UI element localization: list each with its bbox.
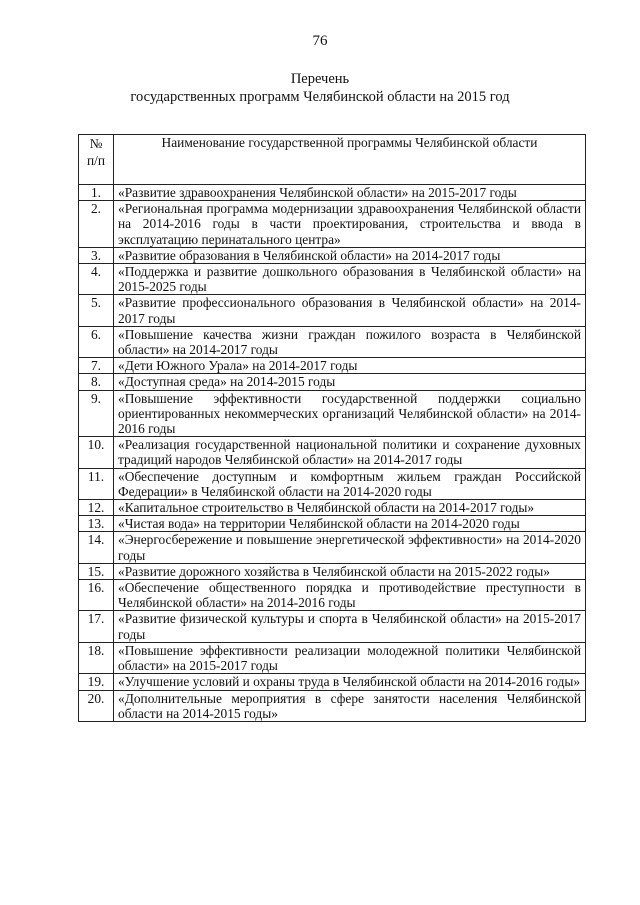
row-number: 17. xyxy=(79,611,114,642)
table-row xyxy=(79,437,586,468)
program-name: «Дети Южного Урала» на 2014-2017 годы xyxy=(114,358,586,374)
program-name: «Повышение эффективности реализации молодежной политики Челябинской области» на 2015-2017 годы xyxy=(114,642,586,673)
title-line-1: Перечень xyxy=(290,71,350,87)
table-row xyxy=(79,201,586,248)
row-number: 2. xyxy=(79,201,114,248)
table-row xyxy=(79,390,586,437)
program-name: «Развитие дорожного хозяйства в Челябинской области на 2015-2022 годы» xyxy=(114,563,586,579)
row-number: 7. xyxy=(79,358,114,374)
table-row xyxy=(79,532,586,563)
header-number-abbrev: п/п xyxy=(86,153,106,168)
table-row xyxy=(79,264,586,295)
table-row xyxy=(79,247,586,263)
row-number: 13. xyxy=(79,516,114,532)
program-name: «Поддержка и развитие дошкольного образования в Челябинской области» на 2015-2025 годы xyxy=(114,264,586,295)
row-number: 9. xyxy=(79,390,114,437)
program-name: «Улучшение условий и охраны труда в Челябинской области на 2014-2016 годы» xyxy=(114,674,586,690)
table-row xyxy=(79,468,586,499)
program-name: «Повышение эффективности государственной поддержки социально ориентированных некоммерческих организаций Челябинской области» на 2014-2016 годы xyxy=(114,390,586,437)
table-row xyxy=(79,295,586,326)
program-name: «Энергосбережение и повышение энергетической эффективности» на 2014-2020 годы xyxy=(114,532,586,563)
program-name: «Реализация государственной национальной политики и сохранение духовных традиций народов Челябинской области» на 2014-2017 годы xyxy=(114,437,586,468)
row-number: 4. xyxy=(79,264,114,295)
row-number: 16. xyxy=(79,580,114,611)
table-row xyxy=(79,326,586,357)
table-row xyxy=(79,374,586,390)
table-header-row xyxy=(79,135,586,185)
table-row xyxy=(79,185,586,201)
program-name: «Обеспечение общественного порядка и противодействие преступности в Челябинской области» на 2014-2016 годы xyxy=(114,580,586,611)
programs-table xyxy=(78,134,586,722)
program-name: «Капитальное строительство в Челябинской области на 2014-2017 годы» xyxy=(114,500,586,516)
row-number: 14. xyxy=(79,532,114,563)
program-name: «Повышение качества жизни граждан пожилого возраста в Челябинской области» на 2014-2017 годы xyxy=(114,326,586,357)
program-name: «Чистая вода» на территории Челябинской области на 2014-2020 годы xyxy=(114,516,586,532)
header-number-symbol: № xyxy=(89,136,103,151)
program-name: «Обеспечение доступным и комфортным жильем граждан Российской Федерации» в Челябинской области на 2014-2020 годы xyxy=(114,468,586,499)
row-number: 11. xyxy=(79,468,114,499)
row-number: 1. xyxy=(79,185,114,201)
row-number: 15. xyxy=(79,563,114,579)
program-name: «Региональная программа модернизации здравоохранения Челябинской области на 2014-2016 годы в части проектирования, строительства и ввода в эксплуатацию перинатального центра» xyxy=(114,201,586,248)
program-name: «Дополнительные мероприятия в сфере занятости населения Челябинской области на 2014-2015 годы» xyxy=(114,690,586,721)
row-number: 3. xyxy=(79,247,114,263)
table-row xyxy=(79,611,586,642)
row-number: 6. xyxy=(79,326,114,357)
table-row xyxy=(79,563,586,579)
table-row xyxy=(79,516,586,532)
row-number: 5. xyxy=(79,295,114,326)
row-number: 20. xyxy=(79,690,114,721)
table-row xyxy=(79,642,586,673)
row-number: 18. xyxy=(79,642,114,673)
table-row xyxy=(79,674,586,690)
table-row xyxy=(79,690,586,721)
program-name: «Развитие здравоохранения Челябинской области» на 2015-2017 годы xyxy=(114,185,586,201)
header-number xyxy=(79,135,114,185)
table-row xyxy=(79,358,586,374)
header-program-name: Наименование государственной программы Челябинской области xyxy=(114,135,586,185)
row-number: 12. xyxy=(79,500,114,516)
title-line-2: государственных программ Челябинской области на 2015 год xyxy=(130,89,510,105)
table-row xyxy=(79,500,586,516)
program-name: «Развитие образования в Челябинской области» на 2014-2017 годы xyxy=(114,247,586,263)
program-name: «Развитие физической культуры и спорта в Челябинской области» на 2015-2017 годы xyxy=(114,611,586,642)
table-row xyxy=(79,580,586,611)
page-number: 76 xyxy=(312,33,328,49)
row-number: 19. xyxy=(79,674,114,690)
document-title xyxy=(0,70,640,106)
program-name: «Развитие профессионального образования в Челябинской области» на 2014-2017 годы xyxy=(114,295,586,326)
row-number: 8. xyxy=(79,374,114,390)
program-name: «Доступная среда» на 2014-2015 годы xyxy=(114,374,586,390)
row-number: 10. xyxy=(79,437,114,468)
